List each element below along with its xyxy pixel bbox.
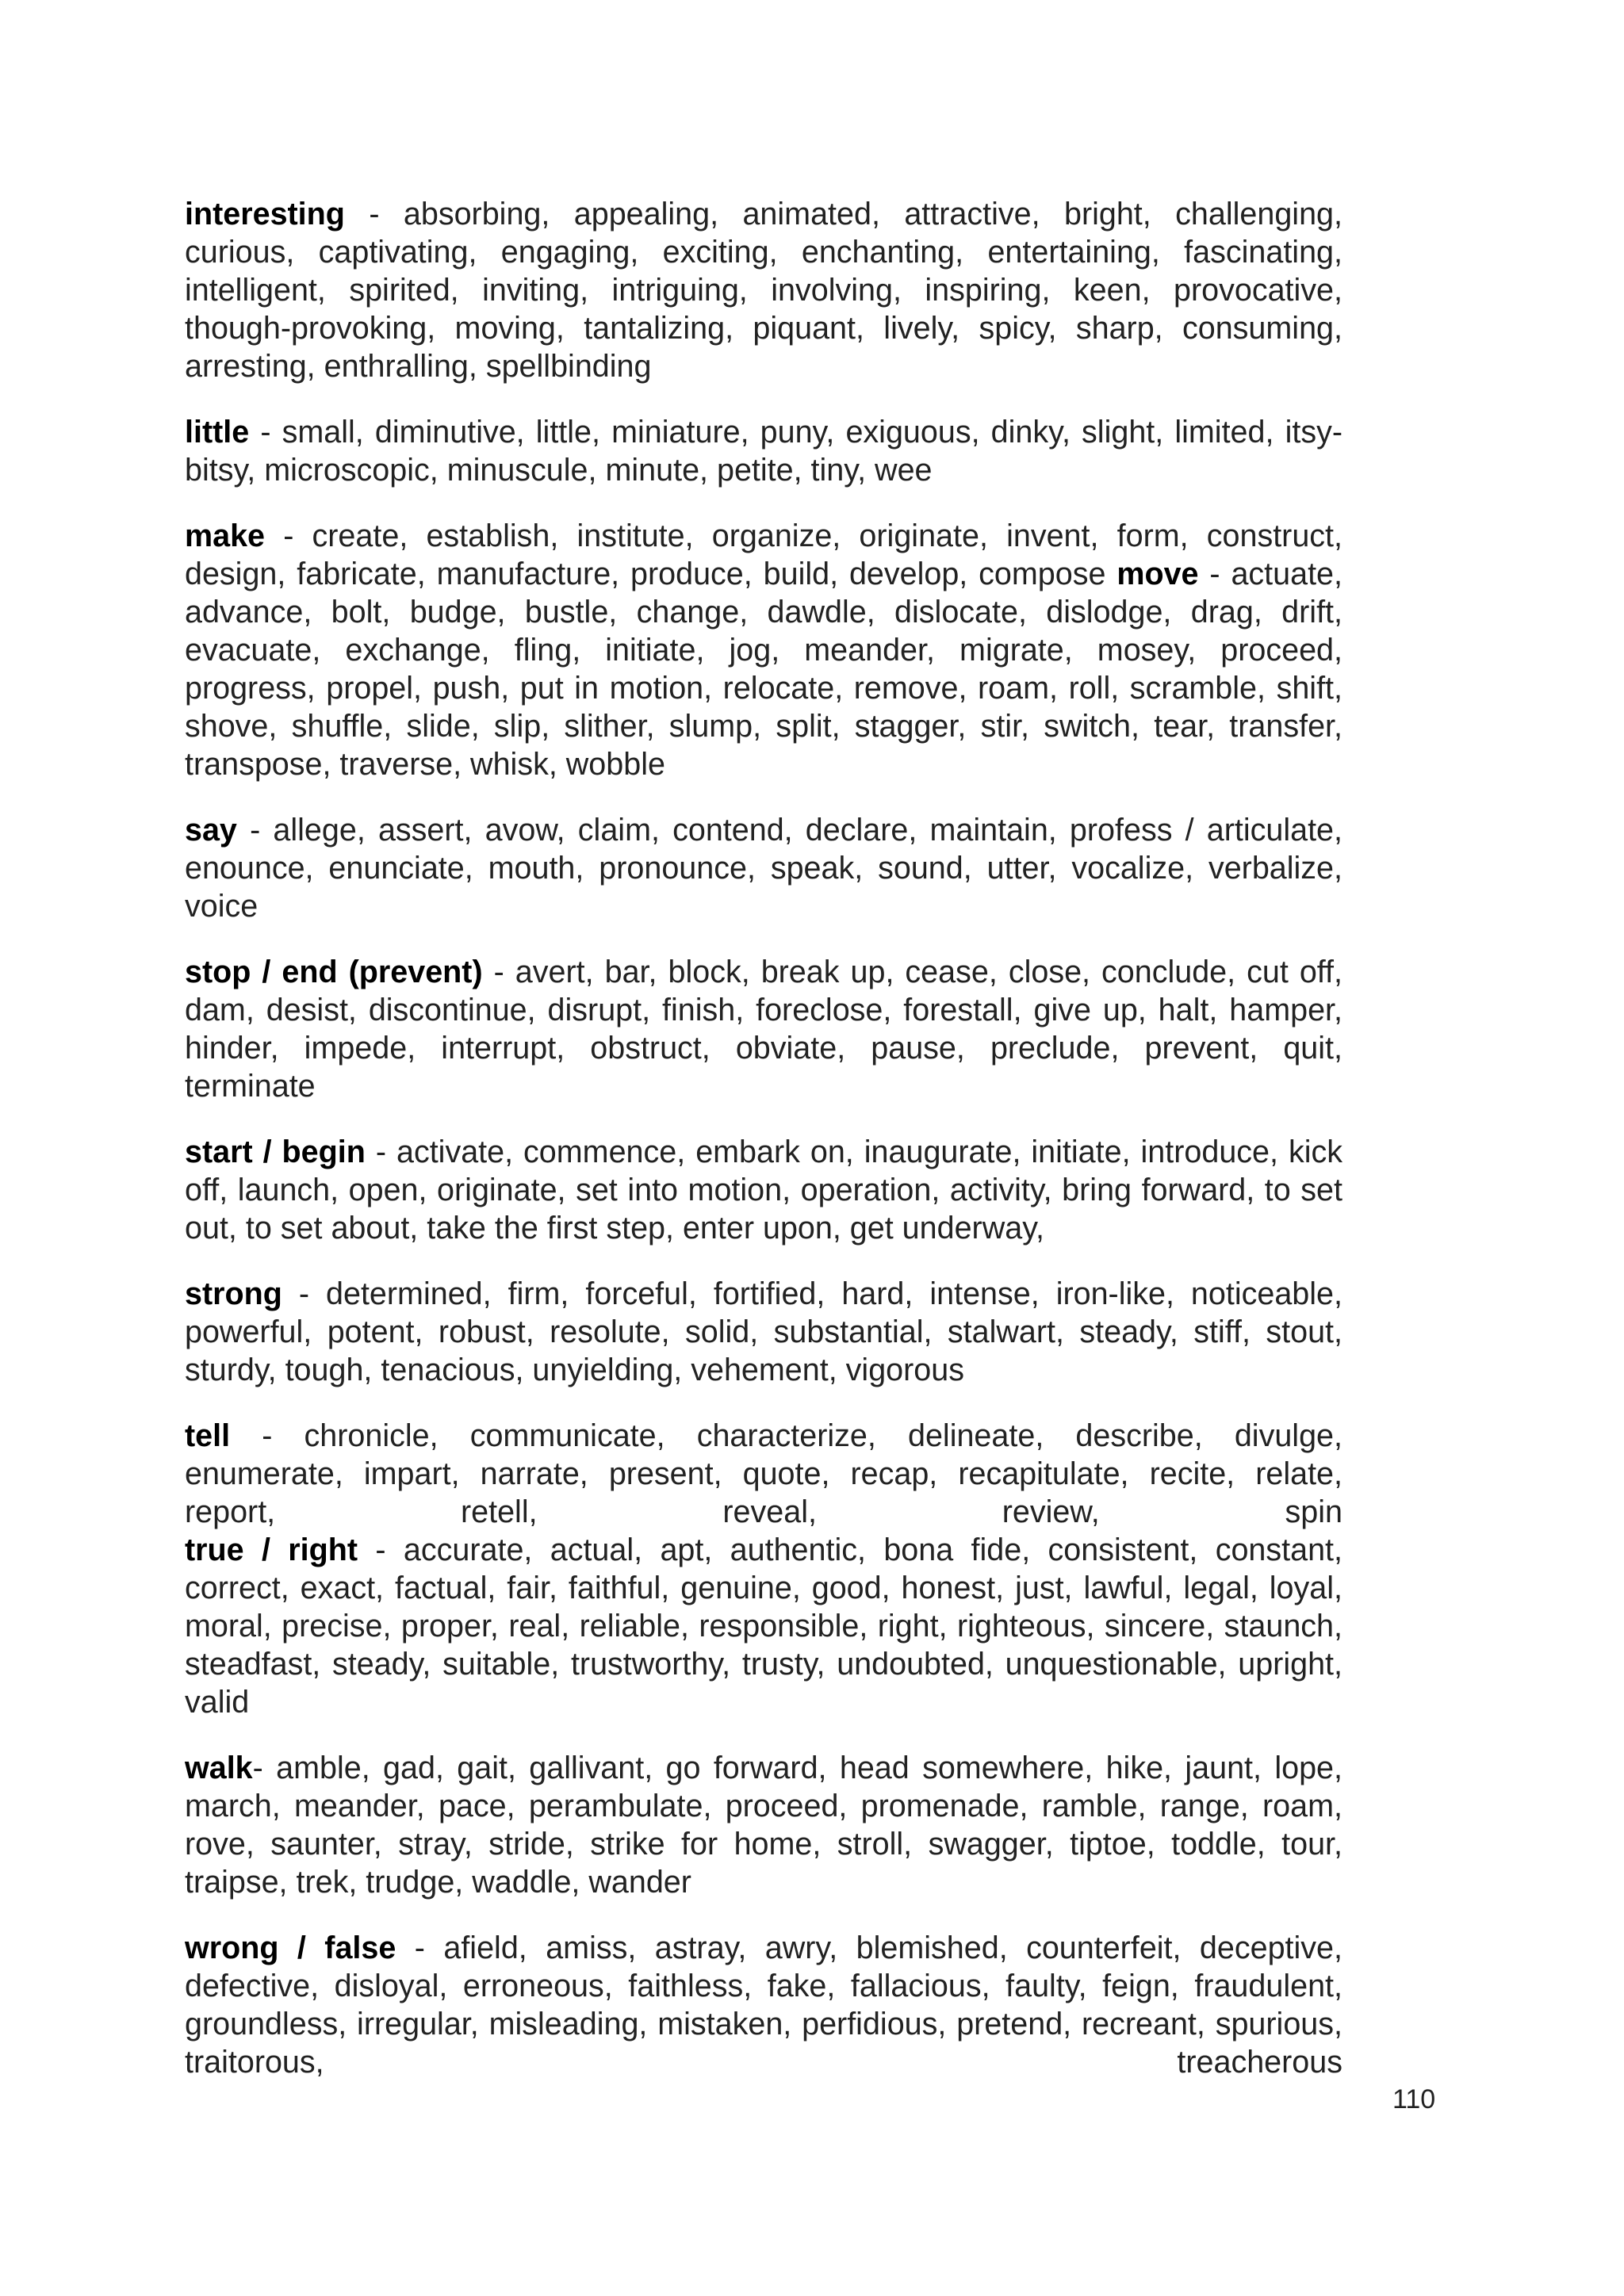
- synonyms: accurate, actual, apt, authentic, bona fide, consistent, constant, correct, exact, factual, fair, faithful, genuine, good, honest, just, lawful, legal, loyal, moral, precise, proper, real, reliable, responsible, right, righteous, sincere, staunch, steadfast, steady, suitable, trustworthy, trusty, undoubted, unquestionable, upright, valid: [185, 1533, 1342, 1720]
- synonyms: small, diminutive, little, miniature, puny, exiguous, dinky, slight, limited, itsy-bitsy, microscopic, minuscule, minute, petite, tiny, wee: [185, 415, 1342, 488]
- separator: -: [396, 1931, 444, 1965]
- separator: -: [249, 415, 282, 450]
- synonyms-move: actuate, advance, bolt, budge, bustle, change, dawdle, dislocate, dislodge, drag, drift, evacuate, exchange, fling, initiate, jog, meander, migrate, mosey, proceed, progress, propel, push, put in motion, relocate, remove, roam, roll, scramble, shift, shove, shuffle, slide, slip, slither, slump, split, stagger, stir, switch, tear, transfer, transpose, traverse, whisk, wobble: [185, 557, 1342, 782]
- separator: -: [236, 813, 274, 848]
- entry-start-begin: [185, 1133, 1342, 1247]
- headword: make: [185, 519, 266, 553]
- entry-interesting: [185, 195, 1342, 385]
- headword: true / right: [185, 1533, 358, 1567]
- entry-say: [185, 811, 1342, 925]
- headword: say: [185, 813, 237, 848]
- separator: -: [265, 519, 312, 553]
- headword: stop / end (prevent): [185, 955, 483, 989]
- separator: -: [344, 197, 404, 232]
- synonyms: allege, assert, avow, claim, contend, declare, maintain, profess / articulate, enounce, enunciate, mouth, pronounce, speak, sound, utter, vocalize, verbalize, voice: [185, 813, 1342, 924]
- entry-stop-end: [185, 953, 1342, 1105]
- separator: -: [482, 955, 515, 989]
- headword: interesting: [185, 197, 345, 232]
- headword: strong: [185, 1276, 282, 1311]
- synonyms: determined, firm, forceful, fortified, hard, intense, iron-like, noticeable, powerful, potent, robust, resolute, solid, substantial, stalwart, steady, stiff, stout, sturdy, tough, tenacious, unyielding, vehement, vigorous: [185, 1276, 1342, 1387]
- synonyms: absorbing, appealing, animated, attractive, bright, challenging, curious, captivating, engaging, exciting, enchanting, entertaining, fascinating, intelligent, spirited, inviting, intriguing, involving, inspiring, keen, provocative, though-provoking, moving, tantalizing, piquant, lively, spicy, sharp, consuming, arresting, enthralling, spellbinding: [185, 197, 1342, 384]
- entry-little: [185, 413, 1342, 489]
- separator: -: [252, 1751, 277, 1785]
- entry-true-right: [185, 1531, 1342, 1721]
- synonyms: afield, amiss, astray, awry, blemished, counterfeit, deceptive, defective, disloyal, erroneous, faithless, fake, fallacious, faulty, feign, fraudulent, groundless, irregular, misleading, mistaken, perfidious, pretend, recreant, spurious, traitorous, treacherous: [185, 1931, 1342, 2080]
- synonyms: create, establish, institute, organize, originate, invent, form, construct, design, fabricate, manufacture, produce, build, develop, compose: [185, 519, 1343, 591]
- headword: wrong / false: [185, 1931, 396, 1965]
- headword: start / begin: [185, 1135, 366, 1169]
- headword: walk: [185, 1751, 253, 1785]
- page-number: 110: [1392, 2084, 1436, 2114]
- entry-tell: [185, 1417, 1342, 1531]
- separator: -: [282, 1276, 327, 1311]
- entry-strong: [185, 1275, 1342, 1389]
- separator: -: [358, 1533, 404, 1567]
- synonyms: activate, commence, embark on, inaugurate, initiate, introduce, kick off, launch, open, originate, set into motion, operation, activity, bring forward, to set out, to set about, take the first step, enter upon, get underway,: [185, 1135, 1342, 1246]
- entry-walk: [185, 1749, 1342, 1901]
- synonyms: chronicle, communicate, characterize, delineate, describe, divulge, enumerate, impart, narrate, present, quote, recap, recapitulate, recite, relate, report, retell, reveal, review, spin: [185, 1418, 1342, 1529]
- separator: -: [230, 1418, 304, 1453]
- entry-make-move: [185, 517, 1342, 783]
- headword: tell: [185, 1418, 231, 1453]
- separator: -: [1198, 557, 1231, 591]
- headword: little: [185, 415, 250, 450]
- synonyms: amble, gad, gait, gallivant, go forward, head somewhere, hike, jaunt, lope, march, meander, pace, perambulate, proceed, promenade, ramble, range, roam, rove, saunter, stray, stride, strike for home, stroll, swagger, tiptoe, toddle, tour, traipse, trek, trudge, waddle, wander: [185, 1751, 1342, 1900]
- synonyms: avert, bar, block, break up, cease, close, conclude, cut off, dam, desist, discontinue, disrupt, finish, foreclose, forestall, give up, halt, hamper, hinder, impede, interrupt, obstruct, obviate, pause, preclude, prevent, quit, terminate: [185, 955, 1342, 1104]
- entry-wrong-false: [185, 1929, 1342, 2081]
- separator: -: [365, 1135, 396, 1169]
- thesaurus-content: [185, 195, 1342, 2109]
- headword-move: move: [1116, 557, 1199, 591]
